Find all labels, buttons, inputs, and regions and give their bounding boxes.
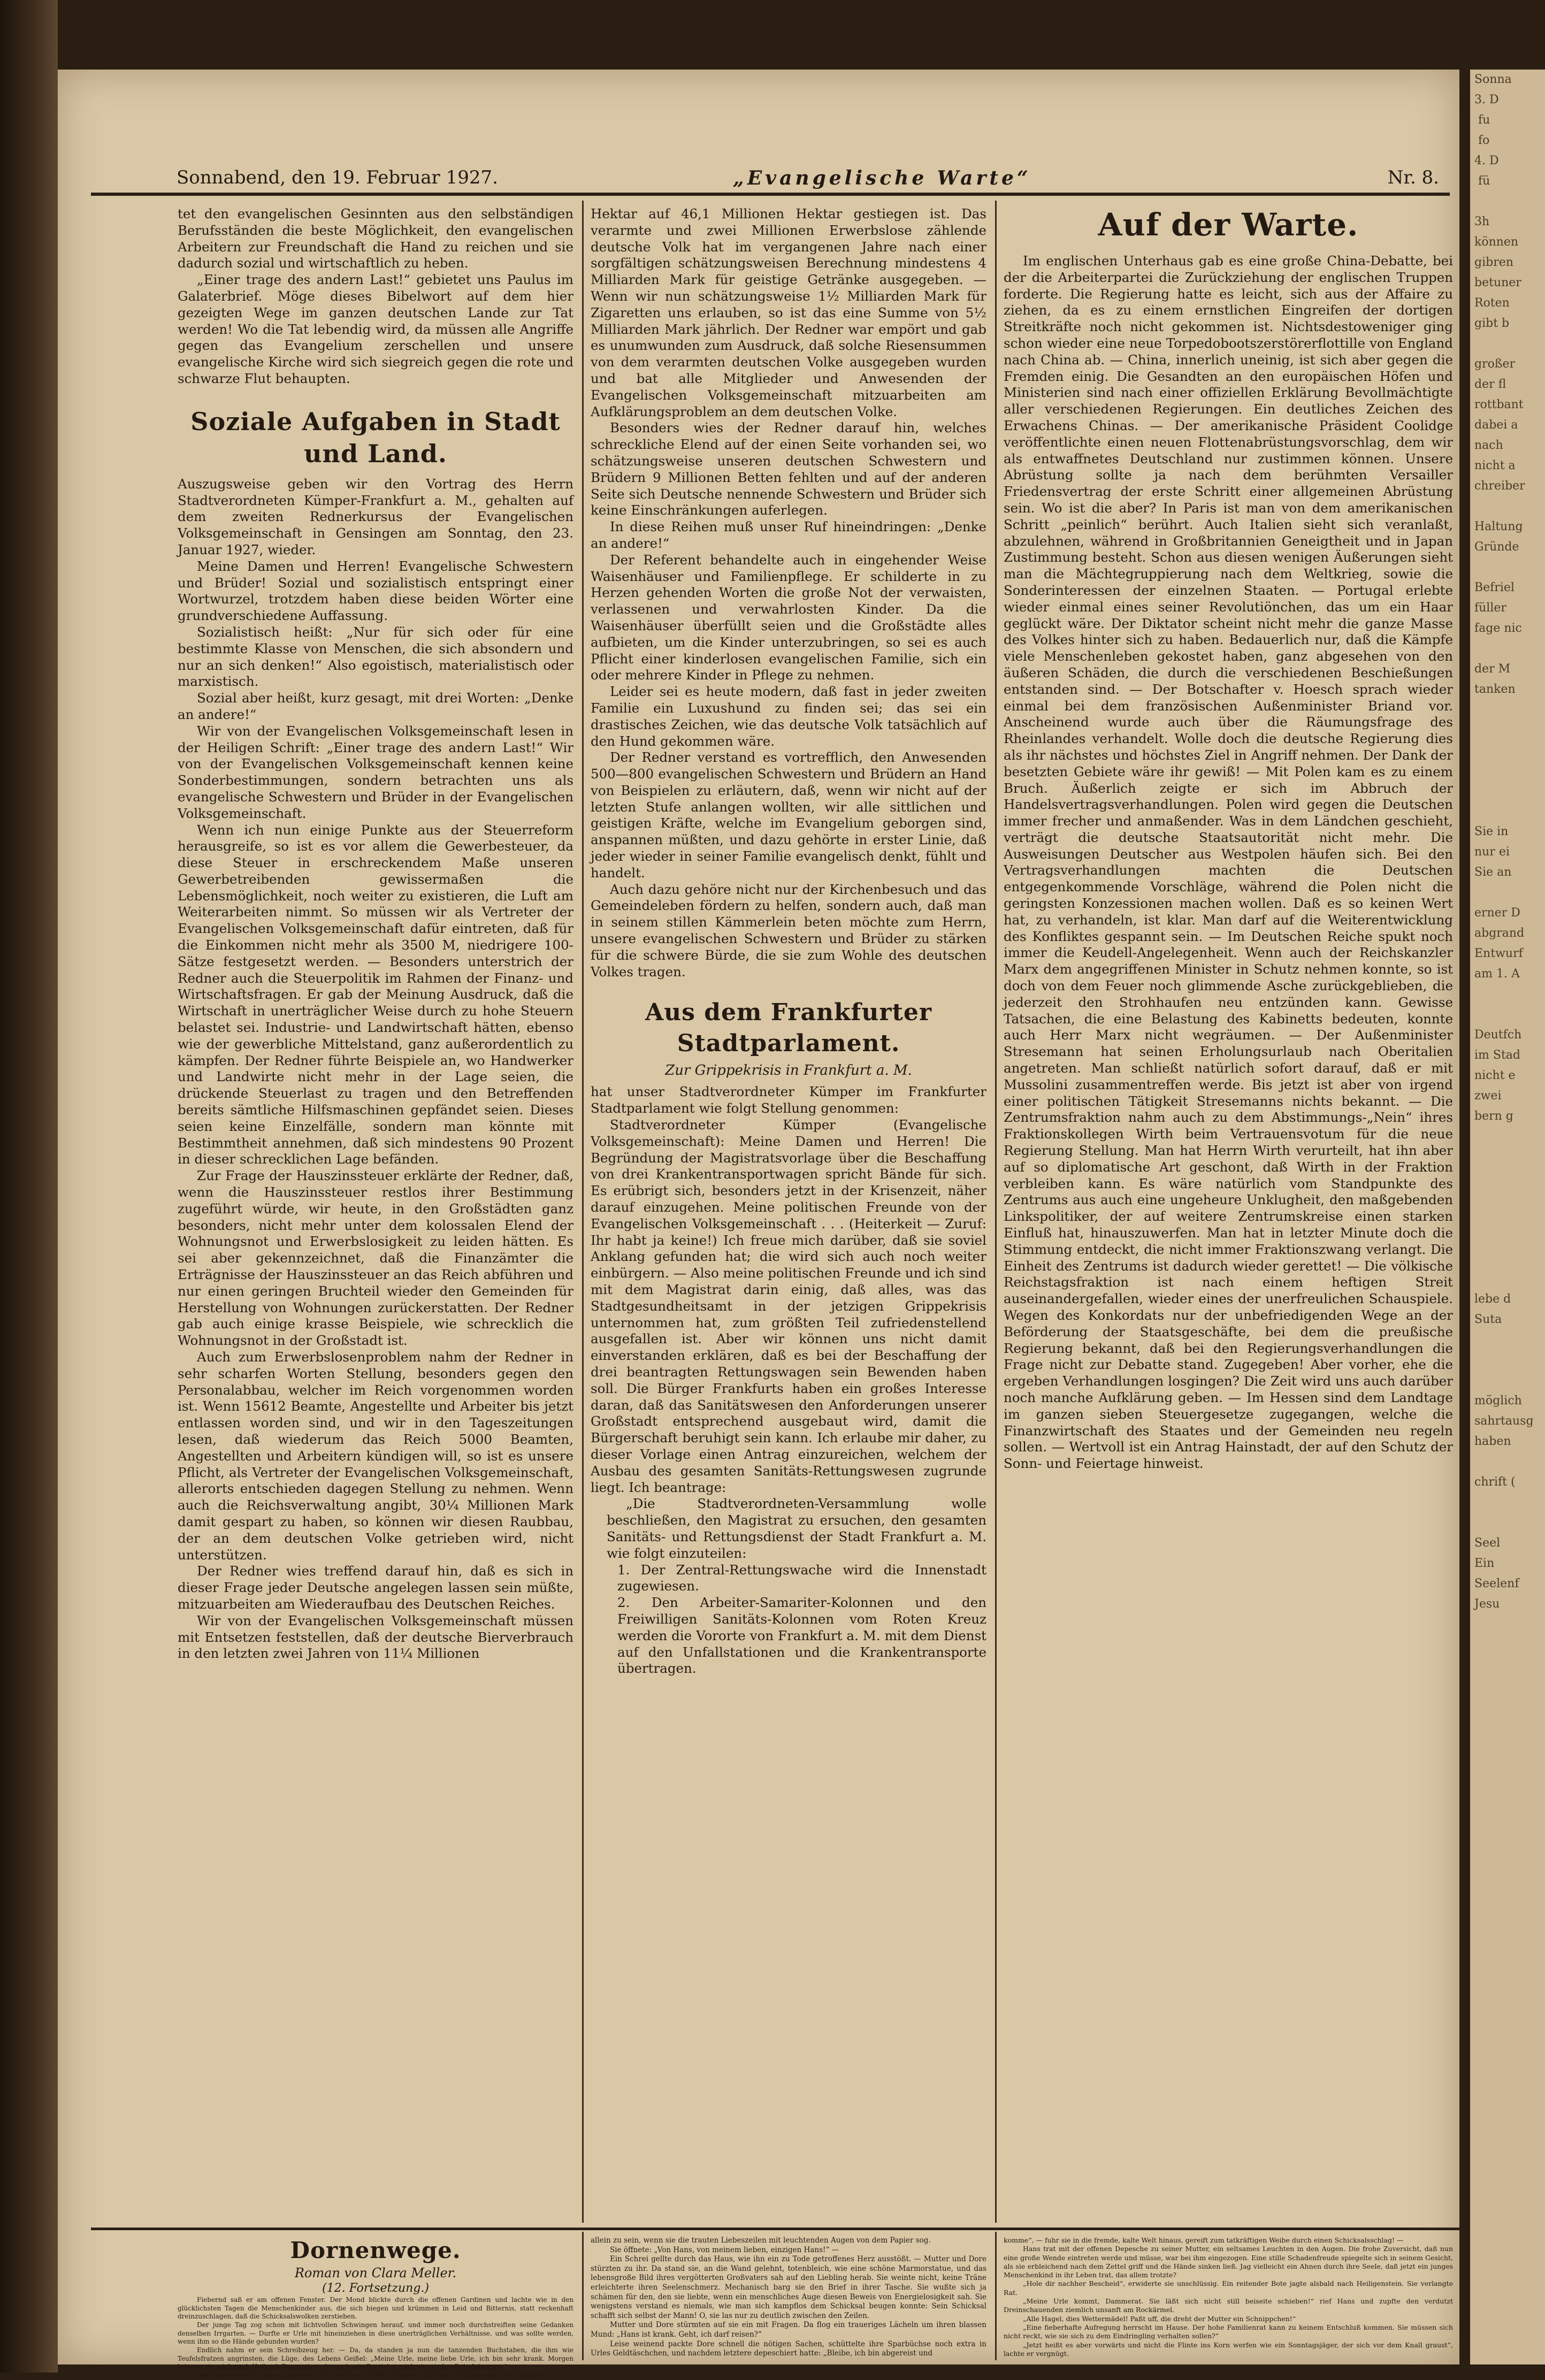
paragraph: Wir von der Evangelischen Volksgemeinschaft lesen in der Heiligen Schrift: „Einer trage des andern Last!“ Wir von der Evangelischen Volksgemeinschaft kennen keine Sonderbestimmungen, sondern betrachten uns als evangelische Schwestern und Brüder in der Evangelischen Volksgemeinschaft. <box>178 723 573 821</box>
book-binding-shadow <box>0 0 58 2373</box>
paragraph: Stadtverordneter Kümper (Evangelische Volksgemeinschaft): Meine Damen und Herren! Die Begründung der Magistratsvorlage über die Beschaffung von drei Krankentransportwagen spricht Bände für sich. Es erübrigt sich, besonders jetzt in der Krisenzeit, näher darauf einzugehen. Meine politischen Freunde von der Evangelischen Volksgemeinschaft . . . (Heiterkeit — Zuruf: Ihr habt ja keine!) Ich freue mich darüber, daß sie soviel Anklang gefunden hat; die wird sich auch noch weiter einbürgern. — Also meine politischen Freunde und ich sind mit dem Magistrat darin einig, daß alles, was das Stadtgesundheitsamt in der jetzigen Grippekrisis unternommen hat, zum größten Teil zufriedenstellend ausgefallen ist. Aber wir können uns nicht damit einverstanden erklären, daß es bei der Beschaffung der drei beantragten Rettungswagen sein Bewenden haben soll. Die Bürger Frankfurts haben ein großes Interesse daran, daß das Sanitätswesen den Anforderungen unserer Großstadt entsprechend ausgebaut wird, damit die Bürgerschaft beruhigt sein kann. Ich erlaube mir daher, zu dieser Vorlage einen Antrag einzureichen, welchem der Ausbau des gesamten Sanitäts-Rettungswesen zugrunde liegt. Ich beantrage: <box>591 1117 986 1495</box>
paragraph: Mutter und Dore stürmten auf sie ein mit Fragen. Da flog ein traueriges Lächeln um ihren blassen Mund: „Hans ist krank. Geht, ich darf reisen?“ <box>591 2321 986 2339</box>
paragraph: Sozialistisch heißt: „Nur für sich oder für eine bestimmte Klasse von Menschen, die sich absondern und nur an sich denken!“ Also egoistisch, materialistisch oder marxistisch. <box>178 624 573 690</box>
paragraph: „Einer trage des andern Last!“ gebietet uns Paulus im Galaterbrief. Möge dieses Bibelwort auf dem hier gezeigten Wege im ganzen deutschen Lande zur Tat werden! Wo die Tat lebendig wird, da müssen alle Angriffe gegen das Evangelium zerschellen und unsere evangelische Kirche wird sich siegreich gegen die rote und schwarze Flut behaupten. <box>178 272 573 386</box>
intro-paragraph: Auszugsweise geben wir den Vortrag des Herrn Stadtverordneten Kümper-Frankfurt a. M., gehalten auf dem zweiten Rednerkursus der Evangelischen Volksgemeinschaft in Gensingen am Sonntag, den 23. Januar 1927, wieder. <box>178 476 573 557</box>
paragraph: „Alle Hagel, dies Wettermädel! Paßt uff, die dreht der Mutter ein Schnippchen!“ <box>1023 2314 1296 2323</box>
column-3 <box>1004 206 1453 1472</box>
paragraph: „Meine Urle kommt, Dammerat. Sie läßt sich nicht still beiseite schieben!“ rief Hans und zupfte den verdutzt Dreinschauenden ziemlich unsanft am Rockärmel. <box>1004 2297 1453 2314</box>
paragraph: Der Redner verstand es vortrefflich, den Anwesenden 500—800 evangelischen Schwestern und Brüdern an Hand von Beispielen zu erläutern, daß, wenn wir nicht auf der letzten Stufe anlangen wollten, wir alle sittlichen und geistigen Kräfte, welche im Evangelium geborgen sind, anspannen müßten, und dazu gehörte in erster Linie, daß jeder wieder in seiner Familie evangelisch denkt, fühlt und handelt. <box>591 749 986 881</box>
article-heading-auf-der-warte: Auf der Warte. <box>1098 206 1359 243</box>
novel-column-3 <box>1004 2236 1453 2360</box>
header-rule <box>91 193 1450 196</box>
paragraph: Sozial aber heißt, kurz gesagt, mit drei Worten: „Denke an andere!“ <box>178 690 573 722</box>
novel-title: Dornenwege. <box>290 2237 461 2263</box>
header-issue-number: Nr. 8. <box>1387 167 1439 188</box>
paragraph: Ein Schrei gellte durch das Haus, wie ihn ein zu Tode getroffenes Herz ausstößt. — Mutter und Dore stürzten zu ihr. Da stand sie, an die Wand gelehnt, totenbleich, wie eine schöne Marmorstatue, und das lebensgroße Bild ihres vergötterten Großvaters sah auf den Liebling herab. Sie weinte nicht, keine Träne erleichterte ihren Seelenschmerz. Mechanisch barg sie den Brief in ihrer Tasche. Sie wußte sich ja schämen für den, den sie liebte, wenn ein menschliches Auge diesen Beweis von Energielosigkeit sah. Sie wenigstens verstand es niemals, wie man sich kampflos dem Schicksal beugen konnte: Sein Schicksal schafft sich selbst der Mann! O, sie las nur zu deutlich zwischen den Zeilen. <box>591 2255 986 2320</box>
motion-item-1: 1. Der Zentral-Rettungswache wird die Innenstadt zugewiesen. <box>617 1562 986 1594</box>
paragraph: „Hole dir nachher Bescheid“, erwiderte sie unschlüssig. Ein reitender Bote jagte alsbald nach Heiligenstein. Sie verlangte Rat. <box>1004 2279 1453 2297</box>
quoted-motion: „Die Stadtverordneten-Versammlung wolle beschließen, den Magistrat zu ersuchen, den gesamten Sanitäts- und Rettungsdienst der Stadt Frankfurt a. M. wie folgt einzuteilen: <box>607 1496 986 1561</box>
paragraph: Das Räderwerk der Tage ging weiter. Urle hielt den Brief in Händen. Lächelnd schlüpfte sie in ihr Zimmer, um <box>197 2371 558 2379</box>
paragraph: Hektar auf 46,1 Millionen Hektar gestiegen ist. Das verarmte und zwei Millionen Erwerbslose zählende deutsche Volk hat im vergangenen Jahre nach einer sorgfältigen schätzungsweisen Berechnung mindestens 4 Milliarden Mark für geistige Getränke ausgegeben. — Wenn wir nun schätzungsweise 1½ Milliarden Mark für Zigaretten uns erlauben, so ist das eine Summe von 5½ Milliarden Mark jährlich. Der Redner war empört und gab es unumwunden zum Ausdruck, daß solche Riesensummen von dem verarmten deutschen Volke ausgegeben wurden und bat alle Mitglieder und Anwesenden der Evangelischen Volksgemeinschaft mitzuarbeiten am Aufklärungsproblem an dem deutschen Volke. <box>591 206 986 419</box>
column-divider <box>995 201 997 2223</box>
column-2 <box>591 206 986 1677</box>
paragraph: komme“, — fuhr sie in die fremde, kalte Welt hinaus, gereift zum tatkräftigen Weibe durch einen Schicksalsschlag! — <box>1004 2236 1404 2244</box>
paragraph: Hans trat mit der offenen Depesche zu seiner Mutter, ein seltsames Leuchten in den Augen. Die frohe Zuversicht, daß nun eine große Wende eintreten werde und müsse, war bei ihm eingezogen. Eine stille Schadenfreude spiegelte sich in seinem Gesicht, als sie erbleichend nach dem Zettel griff und die Hände sinken ließ. Jag vielleicht ein Ahnen durch ihre Seele, daß jetzt ein junges Menschenkind in ihr Leben trat, das allem trotzte? <box>1004 2245 1453 2279</box>
facing-page-edge <box>1470 70 1545 2364</box>
feuilleton-rule <box>91 2228 1460 2230</box>
paragraph: Leider sei es heute modern, daß fast in jeder zweiten Familie ein Luxushund zu finden sei; das sei ein drastisches Zeichen, wie das deutsche Volk tatsächlich auf den Hund gekommen wäre. <box>591 684 986 749</box>
paragraph: Auch zum Erwerbslosenproblem nahm der Redner in sehr scharfen Worten Stellung, besonders gegen den Personalabbau, welcher im Reich vorgenommen worden ist. Wenn 15612 Beamte, Angestellte und Arbeiter bis jetzt entlassen worden sind, und wir in den Tageszeitungen lesen, daß wiederum das Reich 5000 Beamten, Angestellten und Arbeitern kündigen will, so ist es unsere Pflicht, als Vertreter der Evangelischen Volksgemeinschaft, allerorts entschieden dagegen Stellung zu nehmen. Wenn auch die Reichsverwaltung angibt, 30¼ Millionen Mark damit gespart zu haben, so können wir diesen Raubbau, der an dem deutschen Volke getrieben wird, nicht unterstützen. <box>178 1349 573 1563</box>
paragraph: tet den evangelischen Gesinnten aus den selbständigen Berufsständen die beste Möglichkeit, den evangelischen Arbeitern zur Freundschaft die Hand zu reichen und sie dadurch sozial und wirtschaftlich zu heben. <box>178 206 573 271</box>
paragraph: Besonders wies der Redner darauf hin, welches schreckliche Elend auf der einen Seite vorhanden sei, wo schätzungsweise unseren deutschen Schwestern und Brüdern 9 Millionen Betten fehlten und auf der anderen Seite sich Deutsche nennende Schwestern und Brüder sich keine Einschränkungen auferlegen. <box>591 420 986 518</box>
column-divider <box>995 2232 997 2360</box>
paragraph: Meine Damen und Herren! Evangelische Schwestern und Brüder! Sozial und sozialistisch entspringt einer Wortwurzel, trotzdem haben diese beiden Wörter eine grundverschiedene Auffassung. <box>178 558 573 624</box>
paragraph: Leise weinend packte Dore schnell die nötigen Sachen, schüttelte ihre Sparbüchse noch extra in Urles Geldtäschchen, und nachdem letztere depeschiert hatte: „Bleibe, ich bin abgereist und <box>591 2339 986 2358</box>
article-subheading: Zur Grippekrisis in Frankfurt a. M. <box>665 1062 912 1079</box>
paragraph: Auch dazu gehöre nicht nur der Kirchenbesuch und das Gemeindeleben fördern zu helfen, sondern auch, daß man in seinem stillen Kämmerlein beten möchte zum Herrn, unsere evangelischen Schwestern und Brüder zu stärken für die schwere Bürde, die sie zum Wohle des deutschen Volkes tragen. <box>591 881 986 979</box>
article-heading-soziale-aufgaben: Soziale Aufgaben in Stadt und Land. <box>190 407 561 468</box>
novel-part: (12. Fortsetzung.) <box>322 2282 429 2295</box>
paragraph: Zur Frage der Hauszinssteuer erklärte der Redner, daß, wenn die Hauszinssteuer restlos ihrer Bestimmung zugeführt würde, wir heute, in den Großstädten ganz besonders, nicht mehr unter dem kolossalen Elend der Wohnungsnot und Erwerbslosigkeit zu leiden hätten. Es sei aber gekennzeichnet, daß die Finanzämter die Erträgnisse der Hauszinssteuer an das Reich abführen und nur einen geringen Bruchteil wieder den Gemeinden für Herstellung von Wohnungen zurückerstatten. Der Redner gab auch einige krasse Beispiele, wie schrecklich die Wohnungsnot in der Großstadt ist. <box>178 1168 573 1349</box>
paragraph: hat unser Stadtverordneter Kümper im Frankfurter Stadtparlament wie folgt Stellung genommen: <box>591 1084 986 1116</box>
paragraph: Der Redner wies treffend darauf hin, daß es sich in dieser Frage jeder Deutsche angelegen lassen sein müßte, mitzuarbeiten am Wiederaufbau des Deutschen Reiches. <box>178 1563 573 1612</box>
paragraph: allein zu sein, wenn sie die trauten Liebeszeilen mit leuchtenden Augen von dem Papier sog. <box>591 2236 931 2245</box>
paragraph: In diese Reihen muß unser Ruf hineindringen: „Denke an andere!“ <box>591 519 986 551</box>
novel-column-2 <box>591 2236 986 2360</box>
paragraph: Der Referent behandelte auch in eingehender Weise Waisenhäuser und Familienpflege. Er schilderte in zu Herzen gehenden Worten die große Not der verwaisten, verlassenen und verwahrlosten Kinder. Da die Waisenhäuser überfüllt seien und die Großstädte alles aufbieten, um die Kinder unterzubringen, so sei es auch Pflicht einer kinderlosen evangelischen Familie, sich ein oder mehrere Kinder in Pflege zu nehmen. <box>591 552 986 683</box>
paragraph: Fiebernd saß er am offenen Fenster. Der Mond blickte durch die offenen Gardinen und lachte wie in den glücklichsten Tagen die Menschenkinder aus, die sich biegen und krümmen in Leid und Bitternis, statt reckenhaft dreinzuschlagen, daß die Schicksalswolken zerstieben. <box>178 2296 573 2321</box>
paragraph: Endlich nahm er sein Schreibzeug her. — Da, da standen ja nun die tanzenden Buchstaben, die ihm wie Teufelsfratzen angrinsten, die Lüge, des Lebens Geißel: „Meine Urle, meine liebe Urle, ich bin sehr krank. Morgen bringen sie mich nach Holland. Frage nie mehr nach mir. Du siehst mich nie wieder. Dein Johannes.“ <box>178 2346 573 2371</box>
paragraph: „Jetzt heißt es aber vorwärts und nicht die Flinte ins Korn werfen wie ein Sonntagsjäger, der sich vor dem Knall graust“, lachte er vergnügt. <box>1004 2340 1453 2358</box>
paragraph: Im englischen Unterhaus gab es eine große China-Debatte, bei der die Arbeiterpartei die Zurückziehung der englischen Truppen forderte. Die Regierung hatte es leicht, sich aus der Affaire zu ziehen, da es zu einem ernstlichen Eingreifen der dortigen Streitkräfte noch nicht gekommen ist. Nichtsdestoweniger ging schon wieder eine neue Torpedobootszerstörerflottille von England nach China ab. — China, innerlich uneinig, ist sich aber gegen die Fremden einig. Die Gesandten an den europäischen Höfen und Ministerien sind nach einer offiziellen Erklärung Bevollmächtigte aller verschiedenen Regierungen. Ein deutliches Zeichen des Erwachens Chinas. — Der amerikanische Präsident Coolidge veröffentlichte einen neuen Flottenabrüstungsvorschlag, dem wir als entwaffnetes Deutschland nur zustimmen können. Unsere Abrüstung sollte ja nach dem berühmten Versailler Friedensvertrag der erste Schritt einer allgemeinen Abrüstung sein. Wo ist die aber? In Paris ist man von dem amerikanischen Schritt „peinlich“ berührt. Auch Italien sieht sich veranlaßt, abzulehnen, während in Großbritannien Geneigtheit und in Japan Zustimmung besteht. Schon aus diesen wenigen Äußerungen sieht man die Mächtegruppierung nach dem Weltkrieg, sowie die Sonderinteressen der einzelnen Staaten. — Portugal erlebte wieder einmal eines seiner Revolutiönchen, das um ein Haar geglückt wäre. Der Diktator scheint nicht mehr die ganze Masse des Volkes hinter sich zu haben. Bedauerlich nur, daß die Kämpfe viele Menschenleben gekostet haben, ganz abgesehen von den äußeren Schäden, die durch die verschiedenen Beschießungen entstanden sind. — Der Botschafter v. Hoesch sprach wieder einmal bei dem französischen Außenminister Briand vor. Anscheinend wurde auch über die Räumungsfrage des Rheinlandes verhandelt. Wolle doch die deutsche Regierung dies als ihr nächstes und höchstes Ziel in Angriff nehmen. Der Dank der besetzten Gebiete wäre ihr gewiß! — Mit Polen kam es zu einem Bruch. Äußerlich zeigte er sich im Abbruch der Handelsvertragsverhandlungen. Polen wird gegen die Deutschen immer frecher und anmaßender. Was in dem Ländchen geschieht, verträgt die deutsche Staatsautorität nicht mehr. Die Ausweisungen Deutscher aus Westpolen häufen sich. Bei den Vertragsverhandlungen machten die Deutschen entgegenkommende Vorschläge, während die Polen nicht die geringsten Konzessionen machen wollen. Daß es so keinen Wert hat, zu verhandeln, ist klar. Man darf auf die Weiterentwicklung des Konfliktes gespannt sein. — Im Deutschen Reiche spukt noch immer die Keudell-Angelegenheit. Wenn auch der Reichskanzler Marx dem angegriffenen Minister in Schutz nehmen konnte, so ist doch von dem Feuer noch glimmende Asche zurückgeblieben, die jederzeit den Strohhaufen neu entzünden kann. Gewisse Tatsachen, die eine Belastung des Kabinetts bedeuten, konnte auch Herr Marx nicht wegräumen. — Der Außenminister Stresemann hat seinen Erholungsurlaub nach Oberitalien angetreten. Man schließt natürlich sofort darauf, daß er mit Mussolini zusammentreffen werde. Bis jetzt ist aber von irgend einer politischen Tätigkeit Stresemanns nichts bekannt. — Die Zentrumsfraktion nahm auch zu dem Abstimmungs-„Nein“ ihres Fraktionskollegen Wirth beim Vertrauensvotum für die neue Regierung Stellung. Man hat Herrn Wirth verurteilt, hat ihn aber auf so diplomatische Art geschont, daß Wirth in der Fraktion verbleiben kann. Es wäre natürlich vom Standpunkte des Zentrums aus auch eine ungeheure Unklugheit, den maßgebenden Linkspolitiker, der auf weitere Zentrumskreise einen starken Einfluß hat, hinauszuwerfen. Man hat in letzter Minute doch die Stimmung entdeckt, die nicht immer Fraktionszwang verlangt. Die Einheit des Zentrums ist dadurch wieder gerettet! — Die völkische Reichstagsfraktion ist nach einem heftigen Streit auseinandergefallen, wieder eines der unerfreulichen Schauspiele. Wegen des Konkordats nur der unbefriedigenden Wege an der Beförderung der Staatsgeschäfte, bei dem die preußische Regierung bekannt, daß bei den Regierungsverhandlungen die Frage nicht zur Debatte stand. Zugegeben! Aber vorher, ehe die ergeben Verhandlungen losgingen? Die Zeit wird uns auch darüber noch manche Aufklärung geben. — Im Hessen sind dem Landtage im ganzen sieben Steuergesetze zugegangen, welche die Finanzwirtschaft des Staates und der Gemeinden neu regeln sollen. — Wertvoll ist ein Antrag Hainstadt, der auf den Schutz der Sonn- und Feiertage hinweist. <box>1004 253 1453 1472</box>
header-title: „Evangelische Warte“ <box>733 167 1031 189</box>
column-divider <box>582 201 584 2223</box>
facing-page-text: Sonna 3. D fu fo 4. D fü 3h können gibren betuner Roten gibt b großer der fl rottbant dabei a nach nicht a chreiber Haltung Gründe Befriel füller fage nic der M tanken Sie in nur ei Sie an erner D abgrand Entwurf am 1. A Deutfch im Stad nicht e zwei bern g lebe d Suta möglich sahrtausg haben chrift ( Seel Ein Seelenf Jesu <box>1474 73 1534 1611</box>
novel-column-1 <box>178 2236 573 2379</box>
novel-author: Roman von Clara Meller. <box>294 2266 457 2280</box>
column-divider <box>582 2232 584 2360</box>
article-heading-stadtparlament: Aus dem Frankfurter Stadtparlament. <box>645 999 932 1058</box>
paragraph: Wenn ich nun einige Punkte aus der Steuerreform herausgreife, so ist es vor allem die Gewerbesteuer, da diese Steuer in erschreckendem Maße unseren Gewerbetreibenden gewissermaßen die Lebensmöglichkeit, noch weiter zu existieren, die Luft am Weiterarbeiten nimmt. So müssen wir als Vertreter der Evangelischen Volksgemeinschaft dafür eintreten, daß für die Einkommen nicht mehr als 3500 M, niedrigere 100-Sätze festgesetzt werden. — Besonders unterstrich der Redner auch die Steuerpolitik im Rahmen der Finanz- und Wirtschaftsfragen. Er gab der Meinung Ausdruck, daß die Wirtschaft in unerträglicher Weise durch zu hohe Steuern belastet sei. Industrie- und Landwirtschaft hätten, ebenso wie der gewerbliche Mittelstand, ganz außerordentlich zu kämpfen. Der Redner führte Beispiele an, wo Handwerker und Landwirte nicht mehr in der Lage seien, die drückende Steuerlast zu tragen und den Betreffenden bereits sämtliche Hilfsmaschinen gepfändet seien. Dieses seien keine Einzelfälle, sondern man könnte mit Bestimmtheit annehmen, daß sich mindestens 90 Prozent in dieser schrecklichen Lage befänden. <box>178 822 573 1167</box>
motion-item-2: 2. Den Arbeiter-Samariter-Kolonnen und den Freiwilligen Sanitäts-Kolonnen vom Roten Kreuz werden die Vororte von Frankfurt a. M. mit dem Dienst auf den Unfallstationen und die Krankentransporte übertragen. <box>617 1595 986 1677</box>
paragraph: Wir von der Evangelischen Volksgemeinschaft müssen mit Entsetzen feststellen, daß der deutsche Bierverbrauch in den letzten zwei Jahren von 11¼ Millionen <box>178 1612 573 1662</box>
column-1 <box>178 206 573 1662</box>
header-date: Sonnabend, den 19. Februar 1927. <box>177 167 498 188</box>
paragraph: Sie öffnete: „Von Hans, von meinem lieben, einzigen Hans!“ — <box>610 2245 839 2254</box>
paragraph: „Eine fieberhafte Aufregung herrscht im Hause. Der hohe Familienrat kann zu keinem Entschluß kommen. Sie müssen sich nicht reckt, wie sie sich zu dem Eindringling verhalten sollen?“ <box>1004 2323 1453 2340</box>
paragraph: Der junge Tag zog schon mit lichtvollen Schwingen herauf, und immer noch durchstreiften seine Gedanken denselben Irrgarten. — Durfte er Urle mit hineinziehen in diese unerträglichen Verhältnisse, und was sollte werden, wenn ihm so die Hände gebunden wurden? <box>178 2321 573 2346</box>
